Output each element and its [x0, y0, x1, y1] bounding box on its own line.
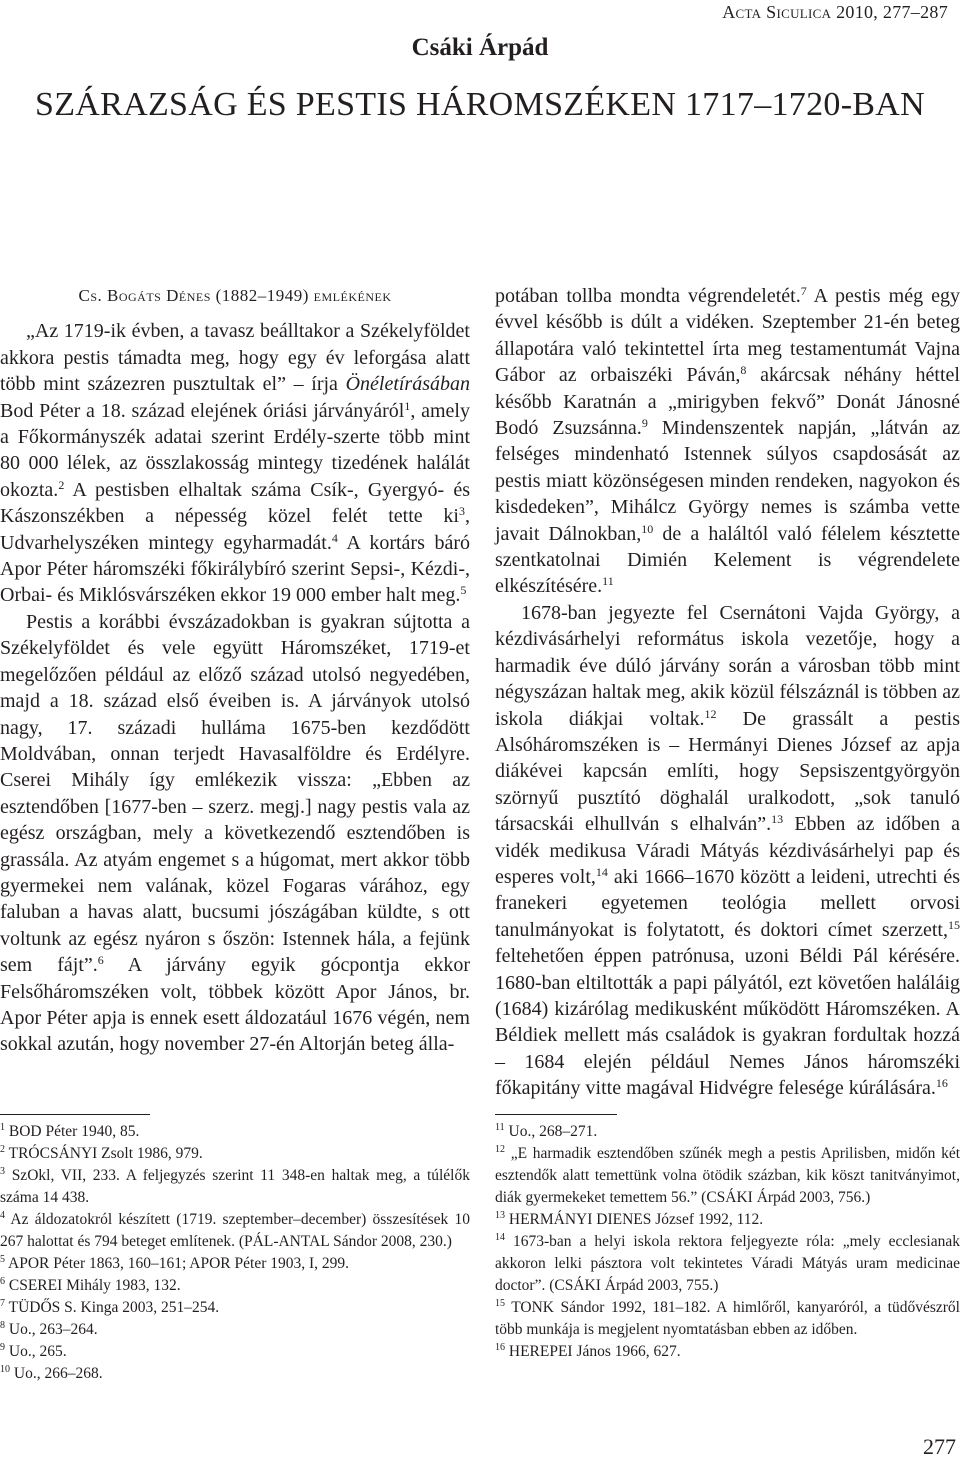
footnote-number: 9: [0, 1342, 5, 1353]
footnote-text: BOD Péter 1940, 85.: [8, 1123, 140, 1140]
footnote: [495, 1121, 960, 1143]
footnote: [0, 1209, 470, 1253]
footnote: [0, 1275, 470, 1297]
footnote-number: 4: [0, 1210, 5, 1221]
footnote-number: 13: [495, 1210, 505, 1221]
footnote-ref[interactable]: 14: [595, 864, 608, 879]
footnote: [0, 1165, 470, 1209]
text-run: potában tollba mondta végrendeletét.: [495, 285, 801, 307]
footnotes-right: [495, 1121, 960, 1363]
footnote-ref[interactable]: 4: [331, 530, 338, 545]
text-run: „Az 1719-ik évben, a tavasz beálltakor a Székelyföldet akkora pestis támadta meg, hogy egy év leforgása alatt több mint százezren pusztultak el” – írja: [0, 320, 470, 396]
footnote: [495, 1297, 960, 1341]
footnote-number: 7: [0, 1298, 5, 1309]
footnote-ref[interactable]: 13: [771, 812, 784, 827]
dedication: Cs. Bogáts Dénes (1882–1949) emlékének: [78, 286, 392, 305]
italic-title: Önéletírásában: [345, 373, 470, 396]
footnote-number: 11: [495, 1122, 505, 1133]
footnote-number: 10: [0, 1364, 10, 1375]
footnote-text: Uo., 268–271.: [508, 1123, 598, 1140]
footnote-number: 14: [495, 1232, 505, 1243]
footnote-ref[interactable]: 7: [800, 284, 807, 298]
footnote: [495, 1209, 960, 1231]
text-run: A kortárs báró Apor Péter háromszéki főkirálybíró szerint Sepsi-, Kézdi-, Orbai- és Miklósvárszéken ekkor 19 000 ember halt meg.: [0, 531, 471, 607]
text-run: de a haláltól való félelem késztette szentkatolnai Dimién Kelement is végrendelete elkészítésére.: [495, 522, 960, 598]
footnote: [0, 1363, 470, 1385]
footnote-text: Az áldozatokról készített (1719. szeptember–december) összesítések 10 267 halottat és 794 beteget említenek. (PÁL-ANTAL Sándor 2008, 230.): [0, 1211, 470, 1250]
footnote-ref[interactable]: 16: [935, 1076, 948, 1091]
footnote-divider: [0, 1114, 150, 1115]
left-column: [0, 283, 470, 1058]
footnote-divider: [495, 1114, 617, 1115]
text-run: A pestis még egy évvel később is dúlt a vidéken. Szeptember 21-én beteg állapotára való tekintettel írta meg testamentumát Vajna Gábor az orbaiszéki Páván,: [495, 285, 960, 387]
text-run: aki 1666–1670 között a leideni, utrechti és franekeri egyetemen teológia mellett orvosi tanulmányokat is folytatott, és doktori címet szerzett,: [495, 865, 960, 941]
footnote-ref[interactable]: 12: [704, 706, 717, 721]
text-run: feltehetően éppen patrónusa, uzoni Béldi Pál kérésére. 1680-ban eltiltották a papi pályától, ezt követően haláláig (1684) kizárólag medikusként működött Háromszéken. A Béldiek mellett más családok is gyakran fordultak hozzá – 1684 elején például Nemes János háromszéki főkapitány vitte magával Hidvégre felesége kúrálására.: [495, 945, 960, 1100]
text-run: Ebben az időben a vidék medikusa Váradi Mátyás kézdivásárhelyi pap és esperes volt,: [495, 813, 960, 888]
page-number: 277: [923, 1434, 956, 1459]
footnote: [0, 1121, 470, 1143]
footnote-text: 1673-ban a helyi iskola rektora feljegyezte róla: „mely ecclesianak akkoron lelki pásztora volt tekintetes Váradi Mátyás uram medicinae doctor”. (CSÁKI Árpád 2003, 755.): [495, 1233, 960, 1294]
footnote-text: HEREPEI János 1966, 627.: [508, 1343, 681, 1360]
footnote: [0, 1297, 470, 1319]
paragraph: [495, 283, 960, 600]
footnote-number: 15: [495, 1298, 505, 1309]
paragraph: [495, 600, 960, 1102]
text-run: De grassált a pestis Alsóháromszéken is – Hermányi Dienes József az apja diákévei kapcsán említi, hogy Sepsiszentgyörgyön szörnyű pusztító döghalál uralkodott, „sok tanuló társacskái elhullván s elhalván”.: [495, 707, 960, 836]
paragraph: [0, 318, 470, 608]
footnote-number: 1: [0, 1122, 5, 1133]
footnotes-left: [0, 1121, 470, 1385]
footnote-text: Uo., 266–268.: [13, 1365, 103, 1382]
footnote-ref[interactable]: 9: [641, 416, 648, 431]
text-run: 1678-ban jegyezte fel Csernátoni Vajda György, a kézdivásárhelyi református iskola vezetője, hogy a harmadik éve dúló járvány során a városban több mint négyszázan haltak meg, akik közül félszáznál is többen az iskola diákjai voltak.: [495, 601, 960, 730]
footnote-ref[interactable]: 1: [404, 398, 411, 413]
footnote-ref[interactable]: 2: [58, 477, 65, 492]
footnote-text: Uo., 263–264.: [8, 1321, 98, 1338]
footnote-ref[interactable]: 15: [948, 917, 960, 932]
journal-citation: Acta Siculica 2010, 277–287: [722, 2, 948, 22]
footnote-ref[interactable]: 6: [97, 953, 104, 968]
footnote: [0, 1253, 470, 1275]
footnote-number: 12: [495, 1144, 505, 1155]
footnote-text: TÜDŐS S. Kinga 2003, 251–254.: [8, 1299, 220, 1316]
footnote: [495, 1231, 960, 1297]
text-run: Bod Péter a 18. század elejének óriási járványáról: [0, 399, 405, 422]
footnote-ref[interactable]: 8: [740, 363, 747, 378]
footnote-text: SzOkl, VII, 233. A feljegyzés szerint 11 348-en haltak meg, a túlélők száma 14 438.: [0, 1167, 470, 1206]
author-name: Csáki Árpád: [411, 34, 549, 61]
text-run: Mindenszentek napján, „látván az felséges mindenható Istennek súlyos csapdosását az pestis miatt közönségesen minden rendeken, nagyokon és kisdedeken”, Mihálcz György nemes is számba vette javait Dálnokban,: [495, 417, 960, 545]
footnote-text: Uo., 265.: [8, 1343, 67, 1360]
footnote-ref[interactable]: 3: [459, 504, 465, 519]
article-title: SZÁRAZSÁG ÉS PESTIS HÁROMSZÉKEN 1717–1720-BAN: [34, 86, 925, 123]
footnote-number: 5: [0, 1254, 5, 1265]
text-run: , Udvarhelyszéken mintegy egyharmadát.: [0, 505, 470, 554]
footnote: [0, 1319, 470, 1341]
text-run: Pestis a korábbi évszázadokban is gyakran sújtotta a Székelyföldet és vele együtt Háromszéket, 1719-et megelőzően például az előző század utolsó negyedében, majd a 18. század első éveiben is. A járványok utolsó nagy, 17. századi hulláma 1675-ben kezdődött Moldvában, onnan terjedt Havasalföldre és Erdélyre. Cserei Mihály így emlékezik vissza: „Ebben az esztendőben [1677-ben – szerz. megj.] nagy pestis vala az egész országban, mely a következendő esztendőben is grassála. Az atyám engemet s a húgomat, mert akkor több gyermekei nem valának, közel Fogaras várához, egy faluban a havas alatt, bucsumi jószágában küldte, s ott voltunk az egész nyáron s őszön: Istennek hála, a fejünk sem fájt”.: [0, 610, 470, 977]
text-run: A járvány egyik gócpontja ekkor Felsőháromszéken volt, többek között Apor János, br. Apor Péter apja is ennek esett áldozatául 1676 végén, nem sokkal azután, hogy november 27-én Altorján beteg álla-: [0, 954, 470, 1056]
footnote-ref[interactable]: 5: [460, 583, 467, 598]
text-run: , amely a Főkormányszék adatai szerint Erdély-szerte több mint 80 000 lélek, az összlakosság mintegy tizedének halálát okozta.: [0, 399, 470, 501]
footnote-number: 6: [0, 1276, 5, 1287]
paragraph: [0, 609, 470, 1058]
footnote-ref[interactable]: 10: [641, 521, 654, 536]
text-run: A pestisben elhaltak száma Csík-, Gyergyó- és Kászonszékben a népesség közel felét tette ki: [0, 478, 470, 528]
text-run: akárcsak néhány héttel később Karatnán a „mirigyben fekvő” Donát Jánosné Bodó Zsuzsánna.: [495, 364, 960, 440]
right-column: [495, 283, 960, 1102]
footnote-text: APOR Péter 1863, 160–161; APOR Péter 1903, I, 299.: [8, 1255, 350, 1272]
footnote-ref[interactable]: 11: [602, 574, 614, 589]
footnote-text: HERMÁNYI DIENES József 1992, 112.: [508, 1211, 764, 1228]
footnote: [0, 1341, 470, 1363]
footnote-number: 8: [0, 1320, 5, 1331]
footnote-text: CSEREI Mihály 1983, 132.: [8, 1277, 181, 1294]
footnote-text: „E harmadik esztendőben szűnék megh a pestis Aprilisben, midőn két esztendők alatt temettünk volna ötödik százban, kik köszt tanitványimot, diák gyermekeket temettem 56.” (CSÁKI Árpád 2003, 756.): [495, 1145, 960, 1206]
footnote: [495, 1341, 960, 1363]
footnote-text: TONK Sándor 1992, 181–182. A himlőről, kanyaróról, a tüdővészről több munkája is megjelent nyomtatásban ebben az időben.: [495, 1299, 960, 1338]
footnote-text: TRÓCSÁNYI Zsolt 1986, 979.: [8, 1145, 203, 1162]
footnote-number: 3: [0, 1166, 5, 1177]
footnote: [495, 1143, 960, 1209]
footnote-number: 16: [495, 1342, 505, 1353]
footnote: [0, 1143, 470, 1165]
footnote-number: 2: [0, 1144, 5, 1155]
